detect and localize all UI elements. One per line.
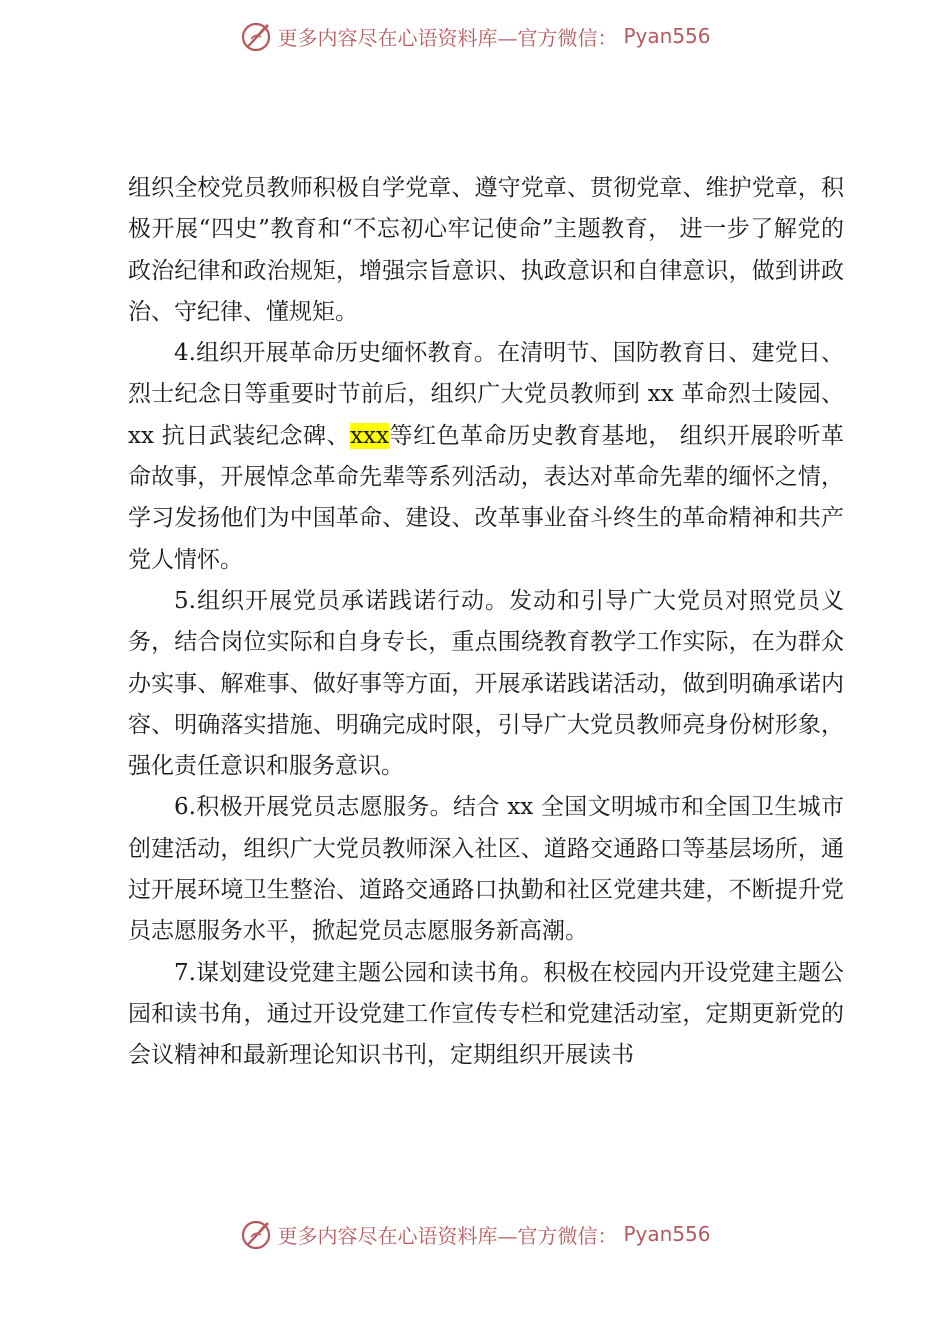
paragraph-2-text-a: 4.组织开展革命历史缅怀教育。在清明节、国防教育日、建党日、烈士纪念日等重要时节前后，组织广大党员教师到 xx 革命烈士陵园、xx 抗日武装纪念碑、 [128,340,844,449]
paragraph-3: 5.组织开展党员承诺践诺行动。发动和引导广大党员对照党员义务，结合岗位实际和自身专长，重点围绕教育教学工作实际，在为群众办实事、解难事、做好事等方面，开展承诺践诺活动，做到明确承诺内容、明确落实措施、明确完成时限，引导广大党员教师亮身份树形象，强化责任意识和服务意识。 [128,587,844,780]
paragraph-4: 6.积极开展党员志愿服务。结合 xx 全国文明城市和全国卫生城市创建活动，组织广大党员教师深入社区、道路交通路口等基层场所，通过开展环境卫生整治、道路交通路口执勤和社区党建共建，不断提升党员志愿服务水平，掀起党员志愿服务新高潮。 [128,794,844,945]
paragraph-2 [128,333,844,581]
banner-text: 更多内容尽在心语资料库—官方微信： [277,25,618,50]
paragraph-1: 组织全校党员教师积极自学党章、遵守党章、贯彻党章、维护党章，积极开展“四史”教育和“不忘初心牢记使命”主题教育， 进一步了解党的政治纪律和政治规矩，增强宗旨意识、执政意识和自律意识，做到讲政治、守纪律、懂规矩。 [128,175,844,325]
banner-wechat-id: Pyan556 [623,1222,711,1246]
highlighted-placeholder: xxx [350,422,389,449]
pen-logo-icon [239,1217,273,1251]
pen-logo-icon [239,19,273,53]
header-banner [0,14,950,58]
paragraph-2-text-b: 等红色革命历史教育基地， 组织开展聆听革命故事，开展悼念革命先辈等系列活动，表达对革命先辈的缅怀之情，学习发扬他们为中国革命、建设、改革事业奋斗终生的革命精神和共产党人情怀。 [128,422,845,573]
paragraph-5: 7.谋划建设党建主题公园和读书角。积极在校园内开设党建主题公园和读书角，通过开设党建工作宣传专栏和党建活动室，定期更新党的会议精神和最新理论知识书刊，定期组织开展读书 [128,959,844,1069]
document-body [128,168,844,1077]
footer-banner [0,1212,950,1256]
banner-text: 更多内容尽在心语资料库—官方微信： [277,1223,618,1248]
banner-wechat-id: Pyan556 [623,24,711,48]
